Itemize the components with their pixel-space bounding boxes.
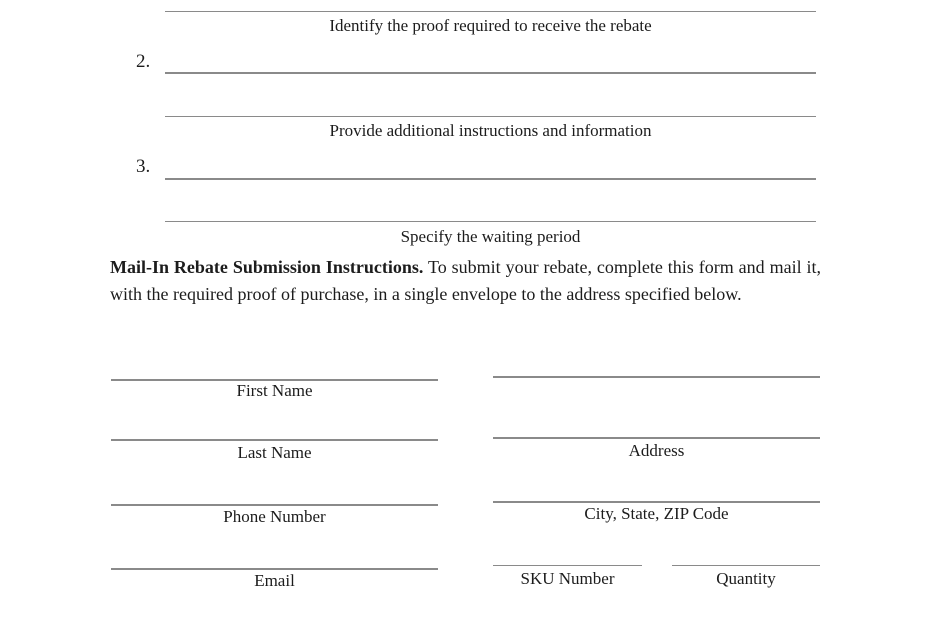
last-name-line[interactable] (111, 439, 438, 441)
email-line[interactable] (111, 568, 438, 570)
sku-number-label: SKU Number (520, 569, 615, 588)
quantity-label: Quantity (716, 569, 776, 588)
instructions-body: To submit your rebate, complete this form and mail it, with the required proof of purchase, in a single envelope to the address specified below. (110, 257, 822, 304)
step3-number: 3. (136, 156, 151, 177)
address-line-1[interactable] (493, 376, 820, 378)
step2-continuation-line[interactable] (165, 116, 816, 118)
phone-number-line[interactable] (111, 504, 438, 506)
city-state-zip-line[interactable] (493, 501, 820, 503)
step3-caption: Specify the waiting period (400, 227, 581, 246)
address-line-2[interactable] (493, 437, 820, 439)
phone-number-label: Phone Number (223, 507, 326, 526)
address-label: Address (628, 441, 685, 460)
email-label: Email (254, 571, 295, 590)
first-name-label: First Name (236, 381, 313, 400)
instructions-lead: Mail-In Rebate Submission Instructions. (110, 257, 424, 277)
quantity-line[interactable] (672, 565, 820, 567)
city-state-zip-label: City, State, ZIP Code (584, 504, 729, 523)
submission-instructions-paragraph (110, 254, 821, 308)
step1-continuation-line[interactable] (165, 11, 816, 13)
step2-number: 2. (136, 51, 151, 72)
step1-caption: Identify the proof required to receive the rebate (329, 16, 652, 35)
step2-answer-line[interactable] (165, 72, 816, 74)
step3-answer-line[interactable] (165, 178, 816, 180)
sku-number-line[interactable] (493, 565, 642, 567)
last-name-label: Last Name (237, 443, 312, 462)
step3-continuation-line[interactable] (165, 221, 816, 223)
step2-caption: Provide additional instructions and information (329, 121, 652, 140)
